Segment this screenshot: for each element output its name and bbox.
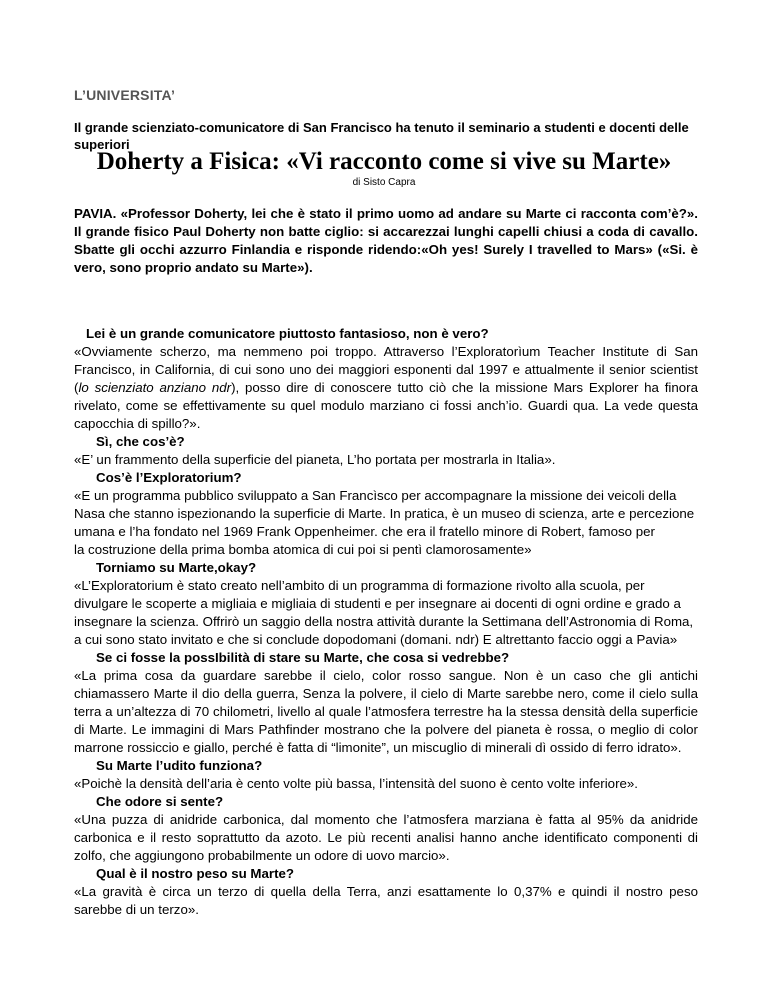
question: Che odore si sente? (96, 794, 224, 809)
byline: di Sisto Capra (352, 177, 416, 188)
answer: «Poichè la densità dell’aria è cento volte più bassa, l’intensità del suono è cento volte inferiore». (74, 776, 638, 791)
article-body (74, 325, 698, 919)
answer: «Ovviamente scherzo, ma nemmeno poi troppo. Attraverso l’Exploratorìum Teacher Institute di San Francisco, in California, di cui sono uno dei maggiori esponenti dal 1997 e attualmente il senior scientist (lo scienziato anziano ndr), posso dire di conoscere tutto ciò che la missione Mars Explorer ha finora rivelato, come se effettivamente su quel modulo marziano ci fossi anch’io. Guardi qua. La vede questa capocchia di spillo?». (74, 344, 698, 431)
lead-paragraph: PAVIA. «Professor Doherty, lei che è stato il primo uomo ad andare su Marte ci racconta com’è?». Il grande fisico Paul Doherty non batte ciglio: si accarezzai lunghi capelli chiusi a coda di cavallo. Sbatte gli occhi azzurro Finlandia e risponde ridendo:«Oh yes! Surely I travelled to Mars» («Si. è vero, sono proprio andato su Marte»). (74, 206, 698, 275)
answer: «La prima cosa da guardare sarebbe il cielo, color rosso sangue. Non è un caso che gli antichi chiamassero Marte il dio della guerra, Senza la polvere, il cielo di Marte sarebbe nero, come il cielo sulla terra a un’altezza di 70 chilometri, livello al quale l’atmosfera terrestre ha la stessa densità della superficie di Marte. Le immagini di Mars Pathfinder mostrano che la polvere del pianeta è rossa, o meglio di color marrone rossiccio e giallo, perché è fatta di “limonite”, un miscuglio di minerali dì ossido di ferro idrato». (74, 668, 698, 755)
question: Sì, che cos’è? (96, 434, 185, 449)
question: Se ci fosse la possIbilità di stare su Marte, che cosa si vedrebbe? (96, 650, 510, 665)
answer: «Una puzza di anidride carbonica, dal momento che l’atmosfera marziana è fatta al 95% da anidride carbonica e il resto soprattutto da azoto. Le più recenti analisi hanno anche identificato componenti di zolfo, che aggiungono probabilmente un odore di uovo marcio». (74, 812, 698, 863)
answer: «E’ un frammento della superficie del pianeta, L’ho portata per mostrarla in Italia». (74, 452, 556, 467)
question: Cos’è l’Exploratorium? (96, 470, 242, 485)
question: Lei è un grande comunicatore piuttosto fantasioso, non è vero? (86, 326, 489, 341)
answer: «E un programma pubblico sviluppato a San Francìsco per accompagnare la missione dei veicoli della Nasa che stanno ispezionando la superficie di Marte. In pratica, è un museo di scienza, arte e percezione umana e l’ha fondato nel 1969 Frank Oppenheimer. che era il fratello minore di Robert, famoso per (74, 488, 695, 539)
answer: «L’Exploratorium è stato creato nell’ambito di un programma di formazione rivolto alla scuola, per divulgare le scoperte a migliaia e migliaia di studenti e per insegnare ai docenti di ogni ordine e grado a insegnare la scienza. Offrirò un saggio della nostra attività durante la Settimana dell’Astronomia di Roma, a cui sono stato invitato e che si conclude dopodomani (domani. ndr) E altrettanto faccio oggi a Pavia» (74, 578, 694, 647)
section-heading: L’UNIVERSITA’ (74, 87, 176, 103)
question: Qual è il nostro peso su Marte? (96, 866, 295, 881)
answer: la costruzione della prima bomba atomica di cui poi si pentì clamorosamente» (74, 542, 532, 557)
article-title: Doherty a Fisica: «Vi racconto come si vive su Marte» (96, 148, 672, 175)
question: Torniamo su Marte,okay? (96, 560, 257, 575)
kicker: Il grande scienziato-comunicatore di San Francisco ha tenuto il seminario a studenti e docenti delle superiori (74, 120, 689, 152)
question: Su Marte l’udito funziona? (96, 758, 263, 773)
answer: «La gravità è circa un terzo di quella della Terra, anzi esattamente lo 0,37% e quindi il nostro peso sarebbe di un terzo». (74, 884, 698, 917)
